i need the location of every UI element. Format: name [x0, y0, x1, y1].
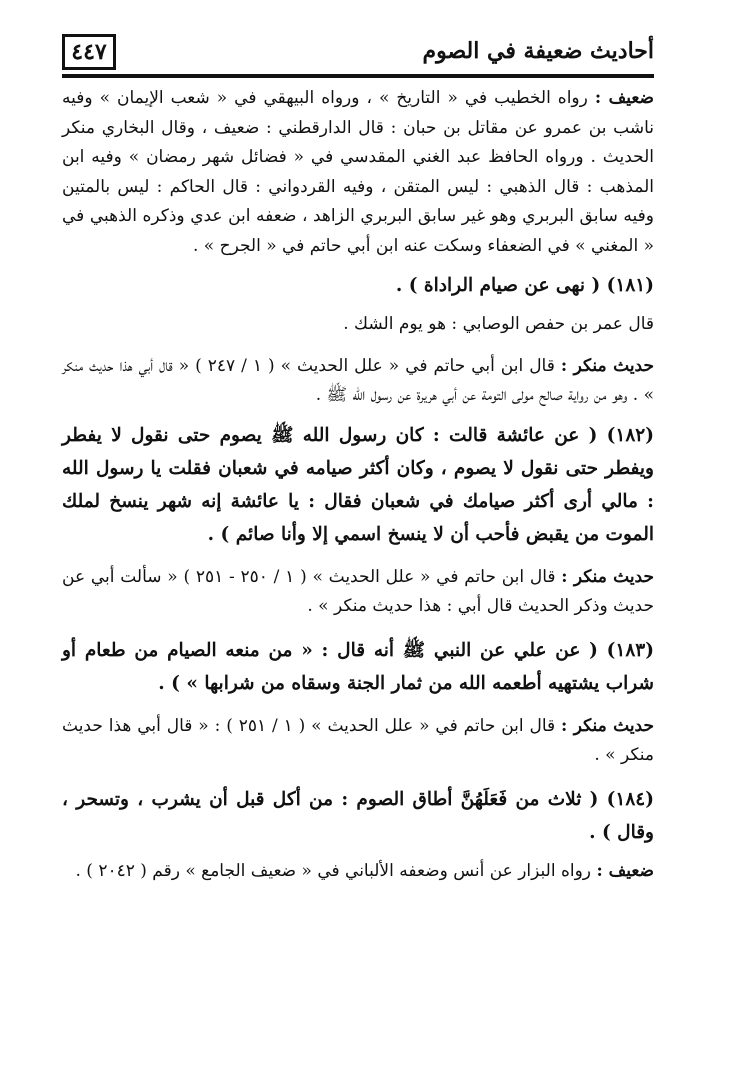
commentary-paragraph — [62, 712, 654, 771]
grading-label: ضعيف : — [594, 88, 654, 108]
commentary-text: قال ابن حاتم في « علل الحديث » ( ١ / ٢٥١ ) : « قال أبي هذا حديث منكر » . — [62, 715, 654, 765]
commentary-text: رواه الخطيب في « التاريخ » ، ورواه البيهقي في « شعب الإيمان » وفيه ناشب بن عمرو عن مقاتل بن حبان : قال الدارقطني : ضعيف ، وقال البخاري منكر الحديث . ورواه الحافظ عبد الغني المقدسي في « فضائل شهر رمضان » وفيه ابن المذهب : قال الذهبي : ليس المتقن ، وفيه القردواني : قال الحاكم : ليس بالمتين وفيه سابق البربري وهو غير سابق البربري الزاهد ، ضعفه ابن عدي وذكره الذهبي في « المغني » في الضعفاء وسكت عنه ابن أبي حاتم في « الجرح » . — [62, 88, 654, 256]
commentary-paragraph — [62, 857, 654, 887]
commentary-paragraph — [62, 352, 654, 411]
commentary-text: رواه البزار عن أنس وضعفه الألباني في « ضعيف الجامع » رقم ( ٢٠٤٢ ) . — [75, 860, 597, 881]
running-title: أحاديث ضعيفة في الصوم — [422, 38, 654, 64]
page-number-box: ٤٤٧ — [62, 34, 116, 70]
commentary-paragraph — [62, 84, 654, 261]
grading-label: ضعيف : — [596, 860, 654, 881]
commentary-text: قال ابن حاتم في « علل الحديث » ( ١ / ٢٥٠ - ٢٥١ ) « سألت أبي عن حديث وذكر الحديث قال أبي : هذا حديث منكر » . — [62, 566, 654, 616]
hadith-182: (١٨٢) ( عن عائشة قالت : كان رسول الله ﷺ يصوم حتى نقول لا يفطر ويفطر حتى نقول لا يصوم ، وكان أكثر صيامه في شعبان فقلت يا رسول الله : مالي أرى أكثر صيامك في شعبان فقال : يا عائشة إنه شهر ينسخ لملك الموت من يقبض فأحب أن لا ينسخ اسمي إلا وأنا صائم ) . — [62, 424, 654, 545]
hadith-183: (١٨٣) ( عن علي عن النبي ﷺ أنه قال : « من منعه الصيام من طعام أو شراب يشتهيه أطعمه الله من ثمار الجنة وسقاه من شرابها » ) . — [62, 639, 654, 694]
grading-label: حديث منكر : — [561, 566, 654, 587]
page-header — [62, 34, 654, 78]
page-body — [62, 84, 654, 886]
grading-label: حديث منكر : — [560, 355, 654, 376]
hadith-184: (١٨٤) ( ثلاث من فَعَلَهُنَّ أطاق الصوم : من أكل قبل أن يشرب ، وتسحر ، وقال ) . — [62, 788, 654, 843]
note-paragraph: قال عمر بن حفص الوصابي : هو يوم الشك . — [343, 314, 654, 334]
commentary-paragraph — [62, 563, 654, 622]
grading-label: حديث منكر : — [561, 715, 654, 736]
commentary-text: قال ابن أبي حاتم في « علل الحديث » ( ١ / ٢٤٧ ) « قال أبي هذا حديث منكر » . وهو من رواية صالح مولى التومة عن أبي هريرة عن رسول الله ﷺ . — [62, 355, 654, 405]
hadith-181: (١٨١) ( نهى عن صيام الراداة ) . — [395, 275, 654, 296]
